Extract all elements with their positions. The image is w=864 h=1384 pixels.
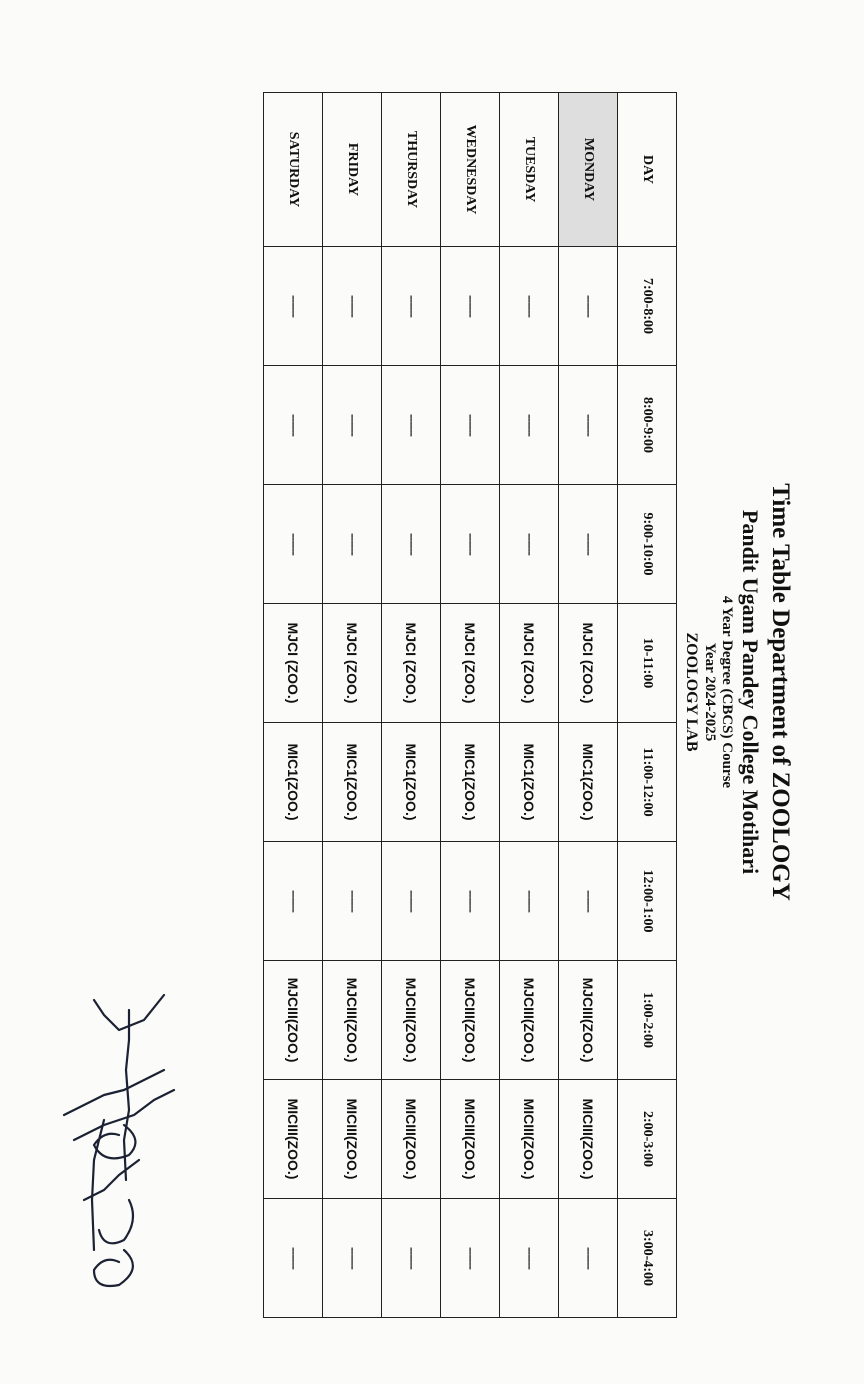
- column-header-slot: 12:00-1:00: [618, 842, 677, 961]
- table-cell: ------: [382, 247, 441, 366]
- day-cell: WEDNESDAY: [441, 93, 500, 247]
- column-header-slot: 10-11:00: [618, 604, 677, 723]
- table-cell: ------: [559, 247, 618, 366]
- column-header-slot: 8:00-9:00: [618, 366, 677, 485]
- column-header-slot: 7:00-8:00: [618, 247, 677, 366]
- table-cell: MJCIII(ZOO.): [382, 961, 441, 1080]
- table-cell: ------: [500, 842, 559, 961]
- table-cell: MJCIII(ZOO.): [264, 961, 323, 1080]
- table-cell: ------: [559, 842, 618, 961]
- table-cell: ------: [264, 366, 323, 485]
- handwritten-signature: [0, 600, 864, 1360]
- academic-year: Year 2024-2025: [702, 642, 718, 742]
- column-header-slot: 9:00-10:00: [618, 485, 677, 604]
- table-cell: MJCI (ZOO.): [559, 604, 618, 723]
- table-cell: ------: [559, 366, 618, 485]
- table-cell: ------: [441, 842, 500, 961]
- table-cell: MIC1(ZOO.): [382, 723, 441, 842]
- table-cell: ------: [500, 485, 559, 604]
- table-cell: ------: [323, 842, 382, 961]
- table-cell: MIC1(ZOO.): [500, 723, 559, 842]
- table-cell: MICIII(ZOO.): [382, 1080, 441, 1199]
- table-cell: MJCIII(ZOO.): [559, 961, 618, 1080]
- table-cell: MIC1(ZOO.): [559, 723, 618, 842]
- table-cell: ------: [382, 842, 441, 961]
- table-cell: MJCI (ZOO.): [500, 604, 559, 723]
- table-cell: ------: [323, 1199, 382, 1318]
- table-cell: MIC1(ZOO.): [323, 723, 382, 842]
- table-cell: ------: [323, 247, 382, 366]
- table-cell: ------: [382, 366, 441, 485]
- table-cell: ------: [500, 247, 559, 366]
- column-header-slot: 2:00-3:00: [618, 1080, 677, 1199]
- column-header-slot: 11:00-12:00: [618, 723, 677, 842]
- day-cell: TUESDAY: [500, 93, 559, 247]
- table-cell: ------: [264, 842, 323, 961]
- table-cell: MJCIII(ZOO.): [500, 961, 559, 1080]
- table-cell: MJCI (ZOO.): [382, 604, 441, 723]
- table-cell: MIC1(ZOO.): [441, 723, 500, 842]
- course-name: 4 Year Degree (CBCS) Course: [719, 595, 735, 789]
- table-cell: ------: [441, 485, 500, 604]
- table-cell: MICIII(ZOO.): [264, 1080, 323, 1199]
- table-cell: ------: [500, 366, 559, 485]
- document-title: Time Table Department of ZOOLOGY: [767, 483, 794, 901]
- column-header-slot: 1:00-2:00: [618, 961, 677, 1080]
- table-cell: ------: [264, 247, 323, 366]
- table-cell: ------: [382, 485, 441, 604]
- table-cell: MICIII(ZOO.): [500, 1080, 559, 1199]
- table-cell: ------: [500, 1199, 559, 1318]
- table-cell: MICIII(ZOO.): [441, 1080, 500, 1199]
- table-cell: ------: [264, 1199, 323, 1318]
- table-cell: MICIII(ZOO.): [559, 1080, 618, 1199]
- table-cell: MJCI (ZOO.): [323, 604, 382, 723]
- table-cell: MICIII(ZOO.): [323, 1080, 382, 1199]
- column-header-slot: 3:00-4:00: [618, 1199, 677, 1318]
- day-cell: FRIDAY: [323, 93, 382, 247]
- table-cell: ------: [441, 1199, 500, 1318]
- table-cell: ------: [441, 366, 500, 485]
- day-cell: SATURDAY: [264, 93, 323, 247]
- table-cell: MJCI (ZOO.): [264, 604, 323, 723]
- table-cell: ------: [264, 485, 323, 604]
- column-header-day: DAY: [618, 93, 677, 247]
- table-cell: ------: [323, 485, 382, 604]
- day-cell: MONDAY: [559, 93, 618, 247]
- table-cell: ------: [323, 366, 382, 485]
- table-cell: ------: [559, 1199, 618, 1318]
- table-cell: ------: [382, 1199, 441, 1318]
- table-cell: MIC1(ZOO.): [264, 723, 323, 842]
- table-cell: MJCIII(ZOO.): [441, 961, 500, 1080]
- table-cell: MJCIII(ZOO.): [323, 961, 382, 1080]
- lab-name: ZOOLOGY LAB: [683, 632, 700, 752]
- table-cell: MJCI (ZOO.): [441, 604, 500, 723]
- day-cell: THURSDAY: [382, 93, 441, 247]
- college-name: Pandit Ugam Pandey College Motihari: [738, 509, 763, 875]
- table-cell: ------: [559, 485, 618, 604]
- table-cell: ------: [441, 247, 500, 366]
